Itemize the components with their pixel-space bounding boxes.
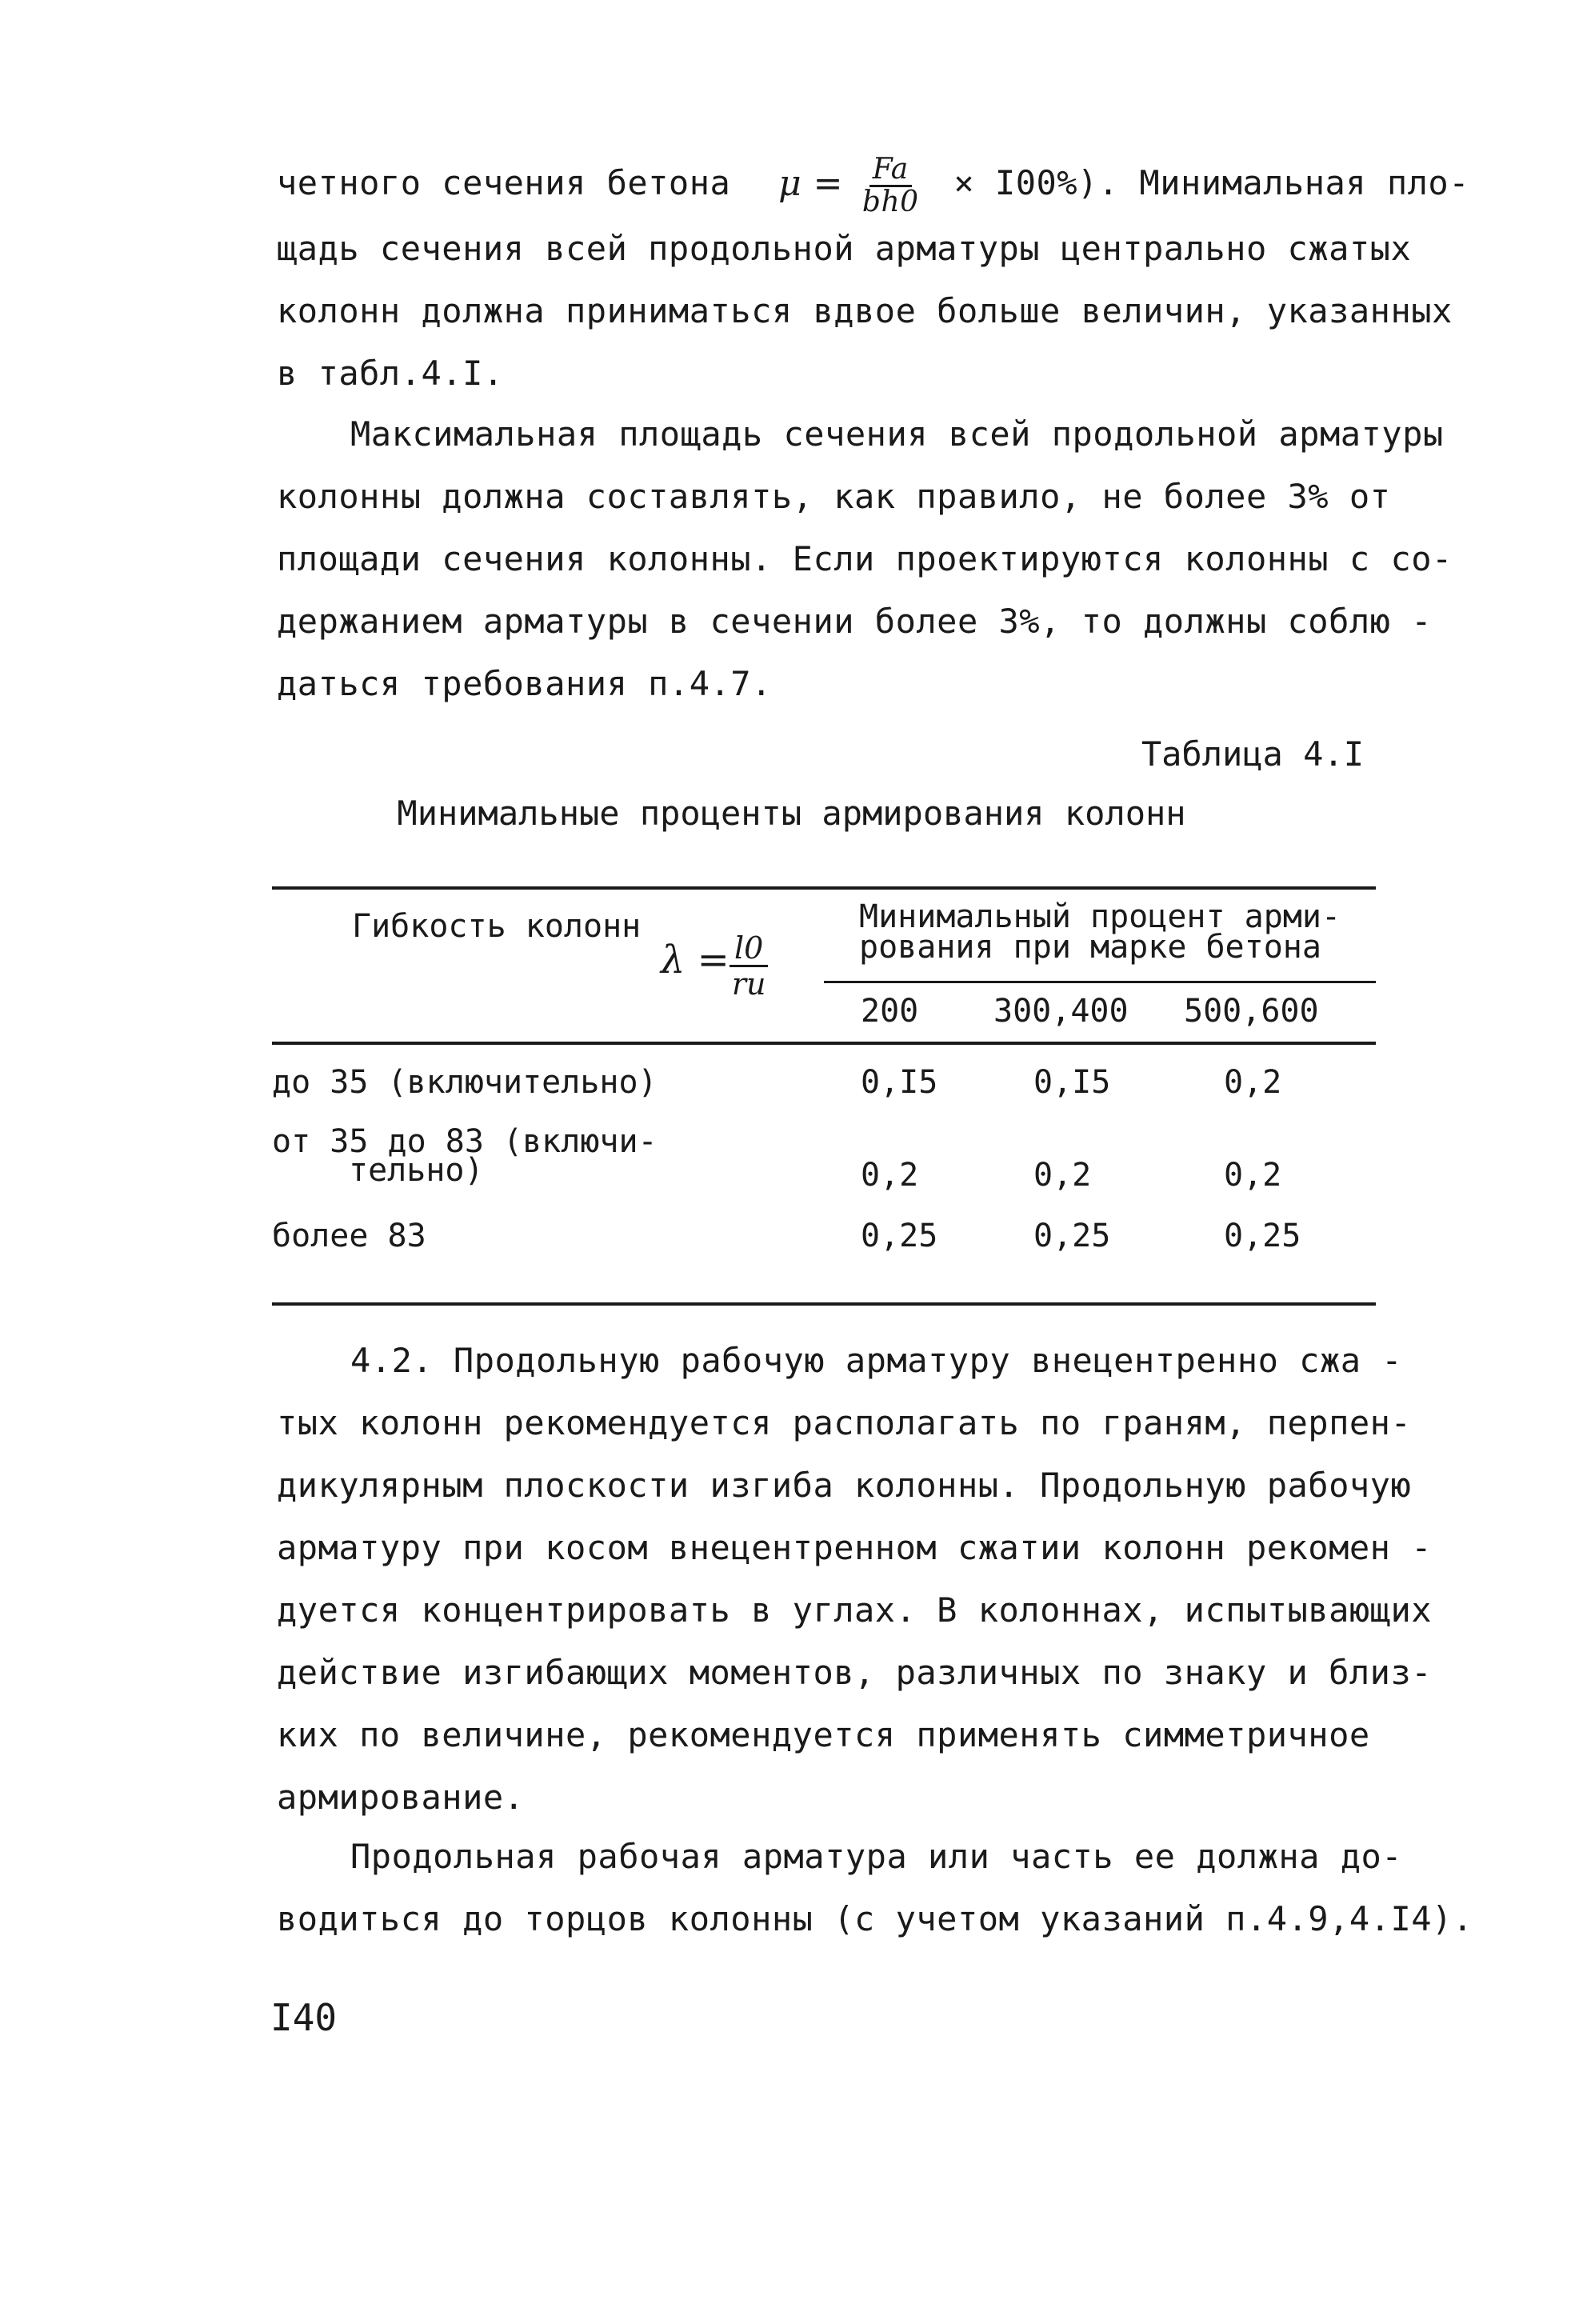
table-number: Таблица 4.I	[1141, 734, 1364, 774]
paragraph-3-line-5: дуется концентрировать в углах. В колоннах, испытывающих	[277, 1590, 1433, 1630]
group-header-line-1: Минимальный процент арми-	[859, 898, 1341, 935]
paragraph-3-line-6: действие изгибающих моментов, различных по знаку и близ-	[277, 1653, 1433, 1692]
table-top-rule	[272, 886, 1376, 890]
lambda-symbol: λ =	[661, 938, 730, 982]
reinforcement-ratio-formula: μ = $\frac{Fa}{bh0}$	[778, 153, 919, 219]
paragraph-3-line-7: ких по величине, рекомендуется применять симметричное	[277, 1715, 1370, 1754]
table-header-rule	[272, 1042, 1376, 1045]
paragraph-2-line-3: площади сечения колонны. Если проектируются колонны с со-	[277, 539, 1453, 578]
table-row-1-value-500-600: 0,2	[1224, 1064, 1282, 1101]
paragraph-3-line-8: армирование.	[277, 1778, 525, 1817]
paragraph-3-line-1: 4.2. Продольную рабочую арматуру внецентренно сжа -	[350, 1341, 1403, 1380]
paragraph-1-line-3: колонн должна приниматься вдвое больше величин, указанных	[277, 291, 1453, 331]
paragraph-3	[277, 1330, 1433, 1829]
table-row-2-label-line-2: тельно)	[349, 1152, 484, 1189]
paragraph-3-line-2: тых колонн рекомендуется располагать по граням, перпен-	[277, 1403, 1412, 1442]
paragraph-2-line-5: даться требования п.4.7.	[277, 664, 772, 703]
paragraph-2-line-1: Максимальная площадь сечения всей продольной арматуры	[350, 414, 1444, 454]
paragraph-4-line-1: Продольная рабочая арматура или часть ее должна до-	[350, 1837, 1403, 1876]
page-number: I40	[270, 1996, 338, 2039]
table-row-3-label: более 83	[272, 1218, 426, 1254]
grade-header-300-400: 300,400	[993, 993, 1129, 1030]
table-row-3-value-200: 0,25	[861, 1218, 938, 1254]
paragraph-4-line-2: водиться до торцов колонны (с учетом указаний п.4.9,4.I4).	[277, 1899, 1473, 1938]
slenderness-formula: $\frac{l0}{ru}$	[730, 931, 768, 1001]
paragraph-1-line-1: четного сечения бетона μ = $\frac{Fa}{bh0}$ × I00%). Минимальная пло-	[277, 153, 1469, 219]
table-row-2-label-line-1: от 35 до 83 (включи-	[272, 1123, 658, 1160]
table-row-2-value-500-600: 0,2	[1224, 1157, 1282, 1194]
paragraph-3-line-4: арматуру при косом внецентренном сжатии колонн рекомен -	[277, 1528, 1433, 1567]
table-bottom-rule	[272, 1302, 1376, 1306]
table-row-1-value-200: 0,I5	[861, 1064, 938, 1101]
table-row-1-label: до 35 (включительно)	[272, 1064, 658, 1101]
paragraph-2-line-2: колонны должна составлять, как правило, не более 3% от	[277, 477, 1391, 516]
table-row-3-value-500-600: 0,25	[1224, 1218, 1301, 1254]
table-title: Минимальные проценты армирования колонн	[397, 794, 1186, 833]
table-row-2-value-300-400: 0,2	[1033, 1157, 1092, 1194]
table-row-3-value-300-400: 0,25	[1033, 1218, 1111, 1254]
paragraph-2	[277, 403, 1453, 715]
grade-header-200: 200	[861, 993, 919, 1030]
paragraph-1-line-4: в табл.4.I.	[277, 354, 504, 394]
paragraph-4	[277, 1826, 1473, 1950]
paragraph-3-line-3: дикулярным плоскости изгиба колонны. Продольную рабочую	[277, 1466, 1412, 1505]
paragraph-1	[277, 152, 1469, 405]
table-header-subrule	[824, 981, 1376, 983]
table-row-1-value-300-400: 0,I5	[1033, 1064, 1111, 1101]
table-row-2-value-200: 0,2	[861, 1157, 919, 1194]
column-header-slenderness: Гибкость колонн	[352, 908, 642, 945]
paragraph-1-line-2: щадь сечения всей продольной арматуры центрально сжатых	[277, 229, 1412, 269]
grade-header-500-600: 500,600	[1184, 993, 1319, 1030]
group-header-line-2: рования при марке бетона	[859, 929, 1321, 966]
paragraph-2-line-4: держанием арматуры в сечении более 3%, то должны соблю -	[277, 602, 1433, 641]
